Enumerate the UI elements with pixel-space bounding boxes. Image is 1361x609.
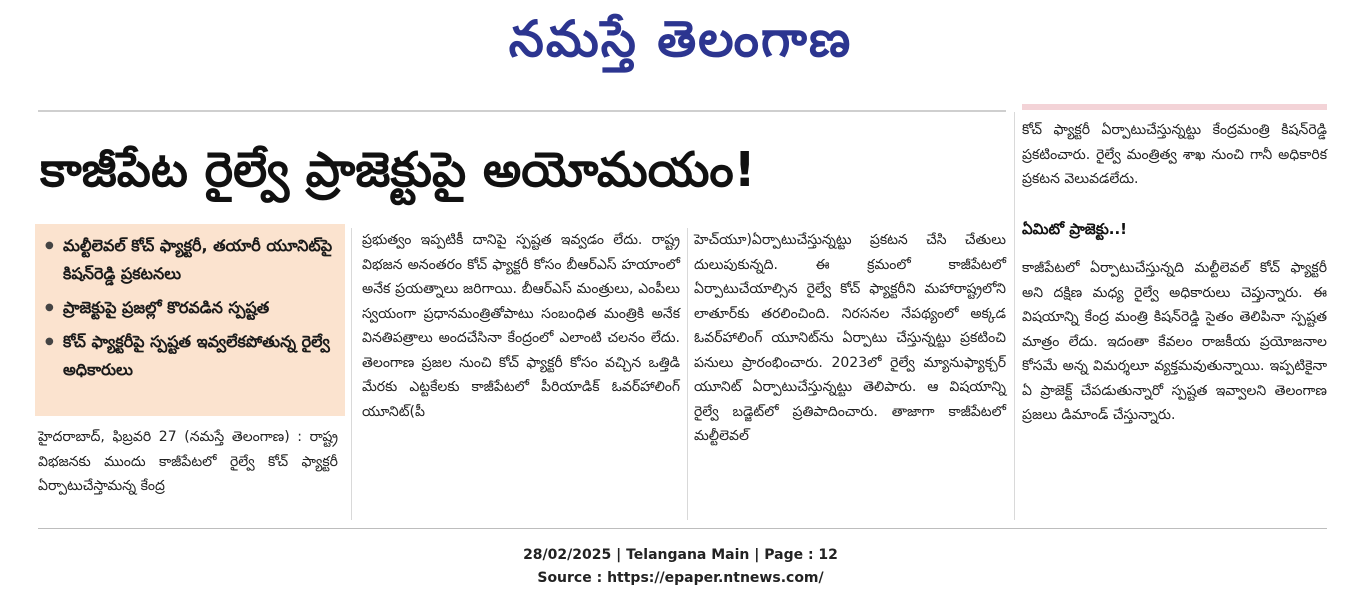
column-4-top-text: కోచ్ ఫ్యాక్టరీ ఏర్పాటుచేస్తున్నట్టు కేంద్రమంత్రి కిషన్‌రెడ్డి ప్రకటించారు. రైల్వే మంత్రిత్వ శాఖ నుంచి గానీ అధికారిక ప్రకటన వెలువడలేదు.	[1022, 122, 1327, 187]
highlights-box	[35, 224, 345, 416]
column-3-text: హెచ్‌యూ)ఏర్పాటుచేస్తున్నట్టు ప్రకటన చేసి చేతులు దులుపుకున్నది. ఈ క్రమంలో కాజీపేటలో ఏర్పాటుచేయాల్సిన రైల్వే కోచ్ ఫ్యాక్టరీని మహారాష్ట్రలోని లాతూర్‌కు తరలించింది. నిరసనల నేపథ్యంలో అక్కడ ఓవర్‌హాలింగ్ యూనిట్‌ను ఏర్పాటు చేస్తున్నట్టు ప్రకటించి పనులు ప్రారంభించారు. 2023లో రైల్వే మ్యానుఫ్యాక్చర్ యూనిట్ ఏర్పాటుచేస్తున్నట్టు తెలిపారు. ఆ విషయాన్ని రైల్వే బడ్జెట్‌లో ప్రతిపాదించారు. తాజాగా కాజీపేటలో మల్టీలెవల్	[694, 232, 1006, 444]
column-divider	[351, 228, 352, 520]
column-divider	[687, 228, 688, 520]
column-divider	[1014, 112, 1015, 520]
footer-source: Source : https://epaper.ntnews.com/	[537, 570, 824, 586]
column-2-text: ప్రభుత్వం ఇప్పటికీ దానిపై స్పష్టత ఇవ్వడం లేదు. రాష్ట్ర విభజన అనంతరం కోచ్ ఫ్యాక్టరీ కోసం బీఆర్‌ఎస్ హయాంలో అనేక ప్రయత్నాలు జరిగాయి. బీఆర్‌ఎస్ మంత్రులు, ఎంపీలు స్వయంగా ప్రధానమంత్రితోపాటు సంబంధిత మంత్రికి అనేక వినతిపత్రాలు అందచేసినా కేంద్రంలో ఎలాంటి చలనం లేదు. తెలంగాణ ప్రజల నుంచి కోచ్ ఫ్యాక్టరీ కోసం వచ్చిన ఒత్తిడి మేరకు ఎట్టకేలకు కాజీపేటలో పీరియాడిక్ ఓవర్‌హాలింగ్ యూనిట్(పీ	[362, 232, 680, 420]
highlight-item: ● కోచ్ ఫ్యాక్టరీపై స్పష్టత ఇవ్వలేకపోతున్న రైల్వే అధికారులు	[43, 328, 335, 384]
article-headline: కాజీపేట రైల్వే ప్రాజెక్టుపై అయోమయం!	[40, 142, 756, 198]
subheading: ఏమిటో ప్రాజెక్టు..!	[1022, 220, 1128, 238]
top-right-divider	[1022, 104, 1327, 110]
footer-date-page: 28/02/2025 | Telangana Main | Page : 12	[523, 547, 838, 563]
bottom-divider	[38, 528, 1327, 529]
article-column-4-bottom	[1022, 256, 1327, 428]
highlight-item: ● ప్రాజెక్టుపై ప్రజల్లో కొరవడిన స్పష్టత	[43, 294, 335, 322]
article-column-4-top	[1022, 118, 1327, 192]
highlight-item: ● మల్టీలెవల్ కోచ్ ఫ్యాక్టరీ, తయారీ యూనిట్‌పై కిషన్‌రెడ్డి ప్రకటనలు	[43, 232, 335, 288]
column-1-text: హైదరాబాద్, ఫిబ్రవరి 27 (నమస్తే తెలంగాణ) : రాష్ట్ర విభజనకు ముందు కాజీపేటలో రైల్వే కోచ్ ఫ్యాక్టరీ ఏర్పాటుచేస్తామన్న కేంద్ర	[38, 429, 338, 494]
article-column-1	[38, 425, 338, 499]
article-column-2	[362, 228, 680, 424]
column-4-bottom-text: కాజీపేటలో ఏర్పాటుచేస్తున్నది మల్టీలెవల్ కోచ్ ఫ్యాక్టరీ అని దక్షిణ మధ్య రైల్వే అధికారులు చెప్తున్నారు. ఈ విషయాన్ని కేంద్ర మంత్రి కిషన్‌రెడ్డి సైతం తెలిపినా స్పష్టత మాత్రం లేదు. ఇదంతా కేవలం రాజకీయ ప్రయోజనాల కోసమే అన్న విమర్శలూ వ్యక్తమవుతున్నాయి. ఇప్పటికైనా ఏ ప్రాజెక్ట్ చేపడుతున్నారో స్పష్టత ఇవ్వాలని తెలంగాణ ప్రజలు డిమాండ్ చేస్తున్నారు.	[1022, 260, 1327, 423]
top-divider	[38, 110, 1006, 112]
article-column-3	[694, 228, 1006, 449]
newspaper-masthead: నమస్తే తెలంగాణ	[508, 10, 853, 68]
